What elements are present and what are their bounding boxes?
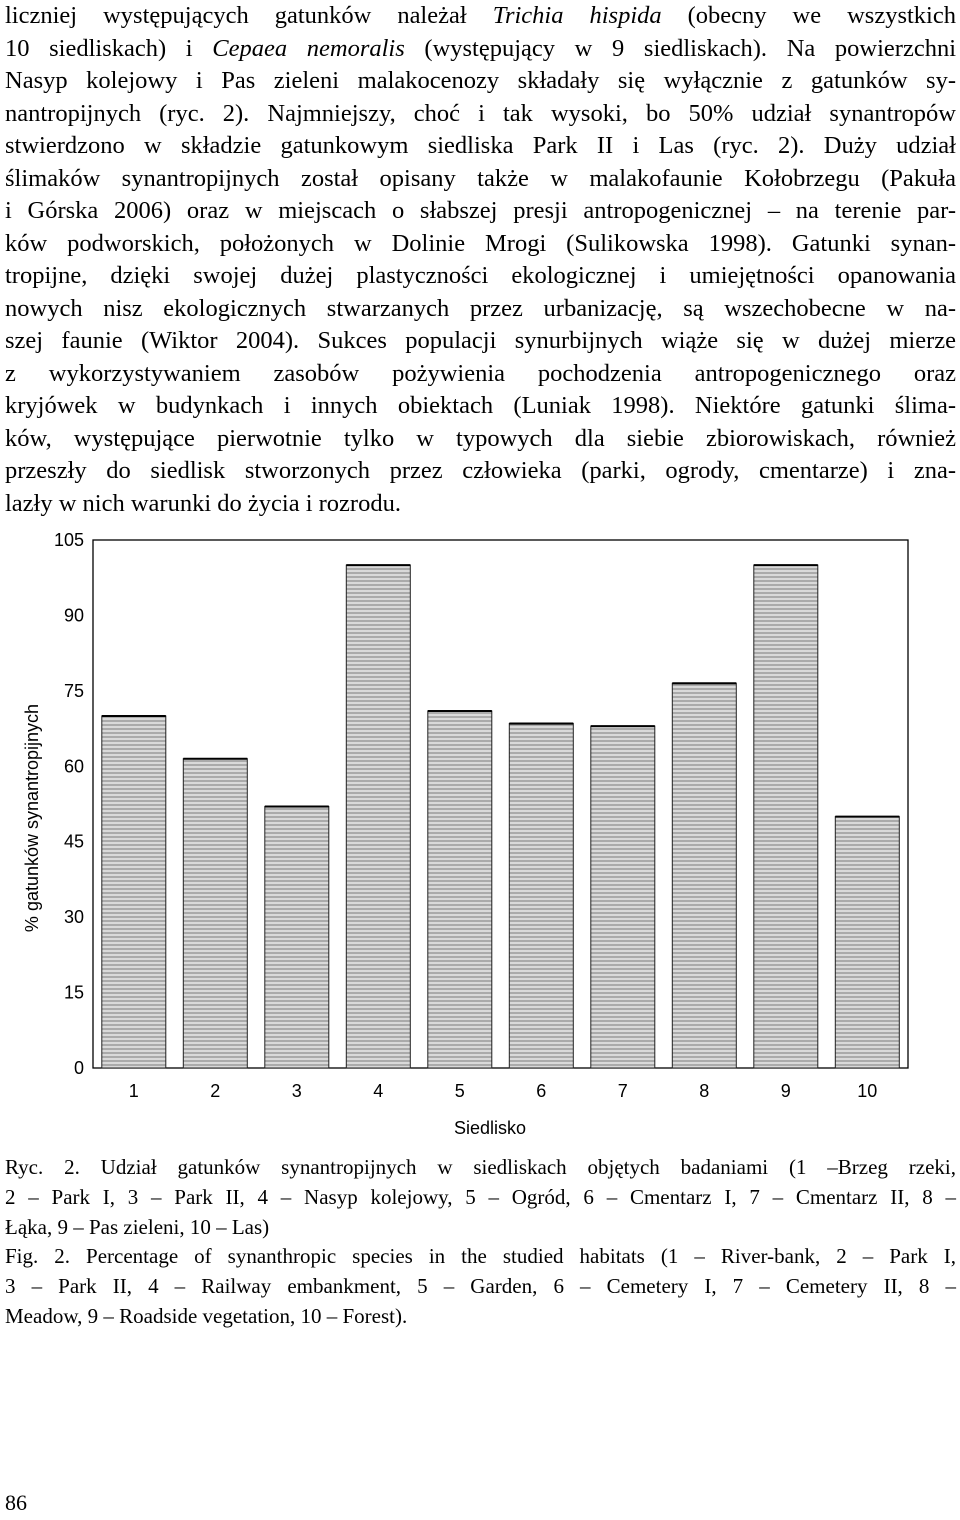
text-run: przeszły do siedlisk stworzonych przez człowieka (parki, ogrody, cmentarze) i zna-: [5, 457, 956, 484]
bar-siedlisko-4: [346, 565, 410, 1068]
caption-line: 3 – Park II, 4 – Railway embankment, 5 – Garden, 6 – Cemetery I, 7 – Cemetery II, 8 –: [5, 1274, 956, 1298]
figure-caption-polish: [5, 1152, 956, 1242]
paragraph-line: [5, 260, 956, 293]
y-axis-label: % gatunków synantropijnych: [22, 703, 42, 933]
text-run: nowych nisz ekologicznych stwarzanych przez urbanizację, są wszechobecne w na-: [5, 294, 956, 322]
x-tick-label: 8: [699, 1081, 710, 1101]
text-run: 10 siedliskach) i: [5, 34, 213, 62]
x-tick-label: 2: [210, 1081, 221, 1101]
caption-line: Ryc. 2. Udział gatunków synantropijnych w siedliskach objętych badaniami (1 –Brzeg rzeki,: [5, 1155, 956, 1179]
paragraph-line: [5, 0, 956, 33]
y-tick-label: 105: [53, 530, 84, 550]
paragraph-line: [5, 65, 956, 98]
x-tick-label: 1: [128, 1081, 139, 1101]
page-number: 86: [5, 1490, 27, 1515]
text-run: lazły w nich warunki do życia i rozrodu.: [5, 489, 401, 517]
paragraph-line: [5, 98, 956, 131]
bar-siedlisko-7: [591, 726, 655, 1068]
species-name: Trichia hispida: [492, 2, 662, 29]
bar-chart: [0, 520, 960, 1150]
caption-line: Meadow, 9 – Roadside vegetation, 10 – Forest).: [5, 1304, 408, 1328]
text-run: Nasyp kolejowy i Pas zieleni malakocenozy składały się wyłącznie z gatunków sy-: [5, 67, 956, 94]
x-tick-label: 7: [617, 1081, 628, 1101]
figure-caption-english: [5, 1241, 956, 1331]
paragraph-line: [5, 390, 956, 423]
text-run: i Górska 2006) oraz w miejscach o słabszej presji antropogenicznej – na terenie par-: [5, 197, 956, 224]
caption-line: Fig. 2. Percentage of synanthropic species in the studied habitats (1 – River-bank, 2 – Park I,: [5, 1244, 956, 1268]
text-run: liczniej występujących gatunków należał: [5, 2, 493, 29]
text-run: tropijne, dzięki swojej dużej plastyczności ekologicznej i umiejętności opanowania: [5, 262, 956, 289]
caption-line: Łąka, 9 – Pas zieleni, 10 – Las): [5, 1215, 270, 1239]
x-tick-label: 9: [780, 1081, 791, 1101]
paragraph-line: [5, 163, 956, 196]
text-run: z wykorzystywaniem zasobów pożywienia pochodzenia antropogenicznego oraz: [5, 359, 956, 387]
text-run: ślimaków synantropijnych został opisany także w malakofaunie Kołobrzegu (Pakuła: [5, 164, 956, 192]
bar-siedlisko-5: [428, 711, 492, 1068]
paragraph-line: [5, 488, 956, 521]
bar-siedlisko-8: [672, 683, 736, 1068]
x-tick-label: 3: [291, 1081, 302, 1101]
paragraph-line: [5, 130, 956, 163]
bar-siedlisko-3: [265, 807, 329, 1069]
paragraph-line: [5, 423, 956, 456]
y-tick-label: 45: [63, 831, 84, 852]
x-tick-label: 6: [536, 1081, 547, 1101]
y-tick-label: 15: [63, 982, 84, 1003]
text-run: stwierdzono w składzie gatunkowym siedliska Park II i Las (ryc. 2). Duży udział: [5, 132, 956, 159]
text-run: szej faunie (Wiktor 2004). Sukces populacji synurbijnych wiąże się w dużej mierze: [5, 327, 956, 354]
bar-siedlisko-2: [183, 759, 247, 1068]
bar-siedlisko-6: [509, 724, 573, 1069]
y-tick-label: 60: [63, 756, 84, 777]
bar-siedlisko-10: [835, 817, 899, 1068]
paragraph-line: [5, 228, 956, 261]
paragraph-line: [5, 358, 956, 391]
y-tick-label: 0: [73, 1058, 84, 1078]
y-tick-label: 30: [63, 907, 84, 928]
species-name: Cepaea nemoralis: [212, 34, 405, 62]
x-tick-label: 10: [857, 1081, 878, 1101]
text-run: ków, występujące pierwotnie tylko w typowych dla siebie zbiorowiskach, również: [5, 424, 956, 452]
y-tick-label: 90: [63, 605, 84, 626]
paragraph-line: [5, 195, 956, 228]
paragraph-line: [5, 33, 956, 66]
x-tick-label: 5: [454, 1081, 465, 1101]
paragraph-line: [5, 293, 956, 326]
text-run: nantropijnych (ryc. 2). Najmniejszy, choć i tak wysoki, bo 50% udział synantropów: [5, 99, 956, 127]
y-tick-label: 75: [63, 680, 84, 701]
bar-siedlisko-1: [102, 716, 166, 1068]
text-run: (występujący w 9 siedliskach). Na powierzchni: [404, 34, 957, 62]
paragraph-line: [5, 325, 956, 358]
caption-line: 2 – Park I, 3 – Park II, 4 – Nasyp kolejowy, 5 – Ogród, 6 – Cmentarz I, 7 – Cmentarz II, 8 –: [5, 1185, 956, 1209]
x-tick-label: 4: [373, 1081, 384, 1101]
x-axis-label: Siedlisko: [453, 1118, 527, 1138]
text-run: kryjówek w budynkach i innych obiektach (Luniak 1998). Niektóre gatunki ślima-: [5, 392, 956, 419]
paragraph-line: [5, 455, 956, 488]
body-paragraph: [5, 0, 956, 520]
text-run: (obecny we wszystkich: [661, 2, 956, 29]
bar-siedlisko-9: [754, 565, 818, 1068]
text-run: ków podworskich, położonych w Dolinie Mrogi (Sulikowska 1998). Gatunki synan-: [5, 229, 956, 257]
